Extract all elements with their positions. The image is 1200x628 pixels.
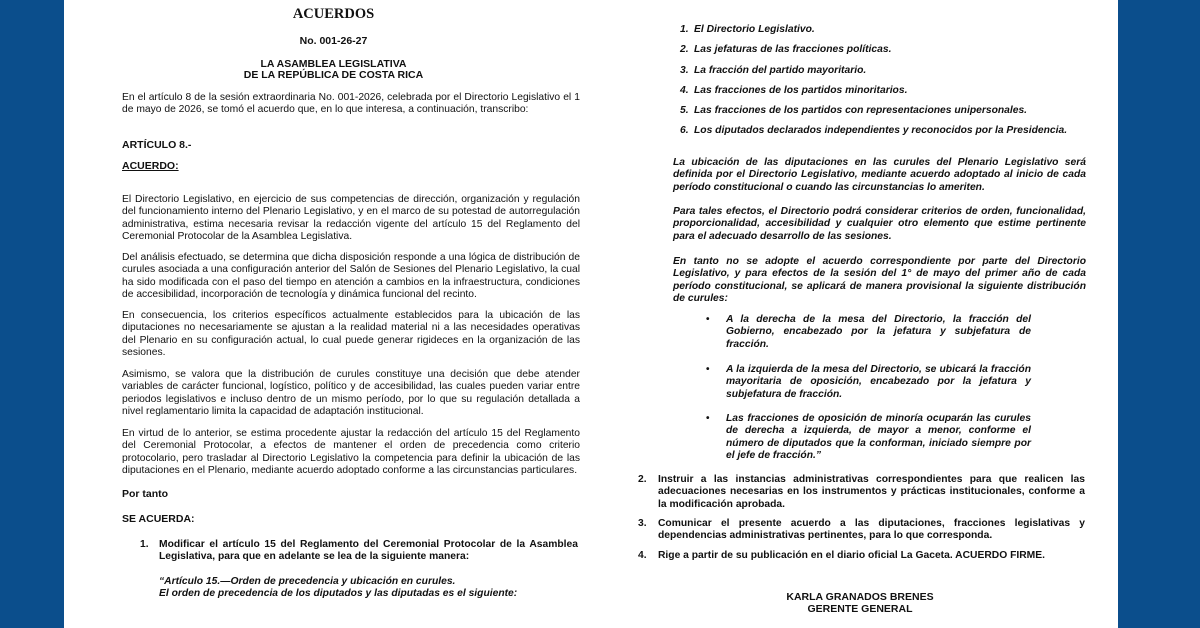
document-number: No. 001-26-27 [299,35,368,47]
resolution-number: 4. [638,550,647,561]
resolution-number: 2. [638,474,647,485]
precedence-item [680,44,891,55]
body-paragraph: El Directorio Legislativo, en ejercicio de sus competencias de dirección, organización y regulación del funcionamiento interno del Plenario Legislativo, y en el marco de su potestad de autorregulación administrativa, estima necesaria revisar la redacción vigente del artículo 15 del Reglamento del Ceremonial Protocolar de la Asamblea Legislativa. [122,194,580,243]
body-paragraph: Del análisis efectuado, se determina que dicha disposición responde a una lógica de distribución de curules asociada a una configuración anterior del Salón de Sesiones del Plenario Legislativo, la cual ha sido modificada con el paso del tiempo en atención a cambios en la infraestructura, condiciones de accesibilidad, incorporación de tecnología y dinámica funcional del recinto. [122,252,580,301]
body-paragraph: En tanto no se adopte el acuerdo correspondiente por parte del Directorio Legislativo, y para efectos de la sesión del 1° de mayo del primer año de cada período constitucional, se aplicará de manera provisional la siguiente distribución de curules: [673,256,1086,305]
precedence-item [680,105,1027,116]
document-title: ACUERDOS [292,6,375,22]
bullet-text: A la izquierda de la mesa del Directorio, se ubicará la fracción mayoritaria de oposición, encabezado por la jefatura y subjefatura de fracción. [726,364,1031,400]
precedence-text: La fracción del partido mayoritario. [694,65,867,76]
precedence-text: El Directorio Legislativo. [694,24,815,35]
bullet-icon: • [706,413,710,424]
signer-title: GERENTE GENERAL [807,603,913,615]
resolution-number: 3. [638,518,647,529]
body-paragraph: En virtud de lo anterior, se estima procedente ajustar la redacción del artículo 15 del Reglamento del Ceremonial Protocolar, a efectos de mantener el orden de precedencia como criterio protocolario, pero trasladar al Directorio Legislativo la competencia para definir la ubicación de las diputaciones en el Plenario, mediante acuerdo adoptado conforme a las circunstancias particulares. [122,428,580,477]
precedence-number: 6. [680,125,689,136]
document-page-right [602,0,1118,628]
quote-line-1: “Artículo 15.—Orden de precedencia y ubicación en curules. [159,576,456,587]
se-acuerda-heading: SE ACUERDA: [122,513,195,525]
por-tanto-heading: Por tanto [122,488,169,500]
precedence-item [680,125,1067,136]
resolution-text: Rige a partir de su publicación en el diario oficial La Gaceta. ACUERDO FIRME. [658,550,1045,561]
precedence-number: 2. [680,44,689,55]
resolution-text: Comunicar el presente acuerdo a las diputaciones, fracciones legislativas y dependencias administrativas pertinentes, para lo que corresponda. [658,518,1085,542]
bullet-text: Las fracciones de oposición de minoría ocuparán las curules de derecha a izquierda, de mayor a menor, conforme el número de diputados que la conforman, iniciado siempre por el jefe de fracción.” [726,413,1031,462]
issuer-line-2: DE LA REPÚBLICA DE COSTA RICA [243,69,424,81]
precedence-text: Las fracciones de los partidos minoritarios. [694,85,908,96]
precedence-item [680,24,815,35]
body-paragraph: La ubicación de las diputaciones en las curules del Plenario Legislativo será definida por el Directorio Legislativo, mediante acuerdo adoptado al inicio de cada período constitucional o cuando las circunstancias lo ameriten. [673,157,1086,193]
precedence-item [680,85,907,96]
acuerdo-heading: ACUERDO: [122,160,179,172]
resolution-number: 1. [140,539,149,550]
body-paragraph: En consecuencia, los criterios específicos actualmente establecidos para la ubicación de las diputaciones no necesariamente se ajustan a la realidad material ni a las necesidades operativas del Plenario en su configuración actual, lo cual puede generar rigideces en la organización de las sesiones. [122,310,580,359]
intro-paragraph: En el artículo 8 de la sesión extraordinaria No. 001-2026, celebrada por el Directorio Legislativo el 1 de mayo de 2026, se tomó el acuerdo que, en lo que interesa, a continuación, transcribo: [122,92,580,116]
bullet-icon: • [706,364,710,375]
signer-name: KARLA GRANADOS BRENES [786,591,934,603]
resolution-text: Modificar el artículo 15 del Reglamento del Ceremonial Protocolar de la Asamblea Legislativa, para que en adelante se lea de la siguiente manera: [159,539,578,563]
precedence-text: Las jefaturas de las fracciones políticas. [694,44,892,55]
precedence-number: 3. [680,65,689,76]
quote-line-2: El orden de precedencia de los diputados y las diputadas es el siguiente: [159,588,518,600]
article-quote [159,576,578,601]
precedence-number: 5. [680,105,689,116]
precedence-number: 1. [680,24,689,35]
precedence-number: 4. [680,85,689,96]
precedence-text: Los diputados declarados independientes y reconocidos por la Presidencia. [694,125,1068,136]
article-heading: ARTÍCULO 8.- [122,139,192,151]
body-paragraph: Asimismo, se valora que la distribución de curules constituye una decisión que debe atender variables de carácter funcional, logístico, político y de accesibilidad, las cuales pueden variar entre periodos legislativos e incluso dentro de un mismo período, por lo que su regulación detallada a nivel reglamentario limita la capacidad de adaptación institucional. [122,369,580,418]
bullet-icon: • [706,314,710,325]
issuer-line-1: LA ASAMBLEA LEGISLATIVA [260,58,407,70]
document-page-left [64,0,603,628]
body-paragraph: Para tales efectos, el Directorio podrá considerar criterios de orden, funcionalidad, proporcionalidad, accesibilidad y cualquier otro elemento que estime pertinente para el adecuado desarrollo de las sesiones. [673,206,1086,242]
bullet-text: A la derecha de la mesa del Directorio, la fracción del Gobierno, encabezado por la jefatura y subjefatura de fracción. [726,314,1031,350]
resolution-text: Instruir a las instancias administrativas correspondientes para que realicen las adecuaciones necesarias en los instrumentos y prácticas institucionales, conforme a la modificación aprobada. [658,474,1085,510]
precedence-item [680,65,866,76]
precedence-text: Las fracciones de los partidos con representaciones unipersonales. [694,105,1028,116]
